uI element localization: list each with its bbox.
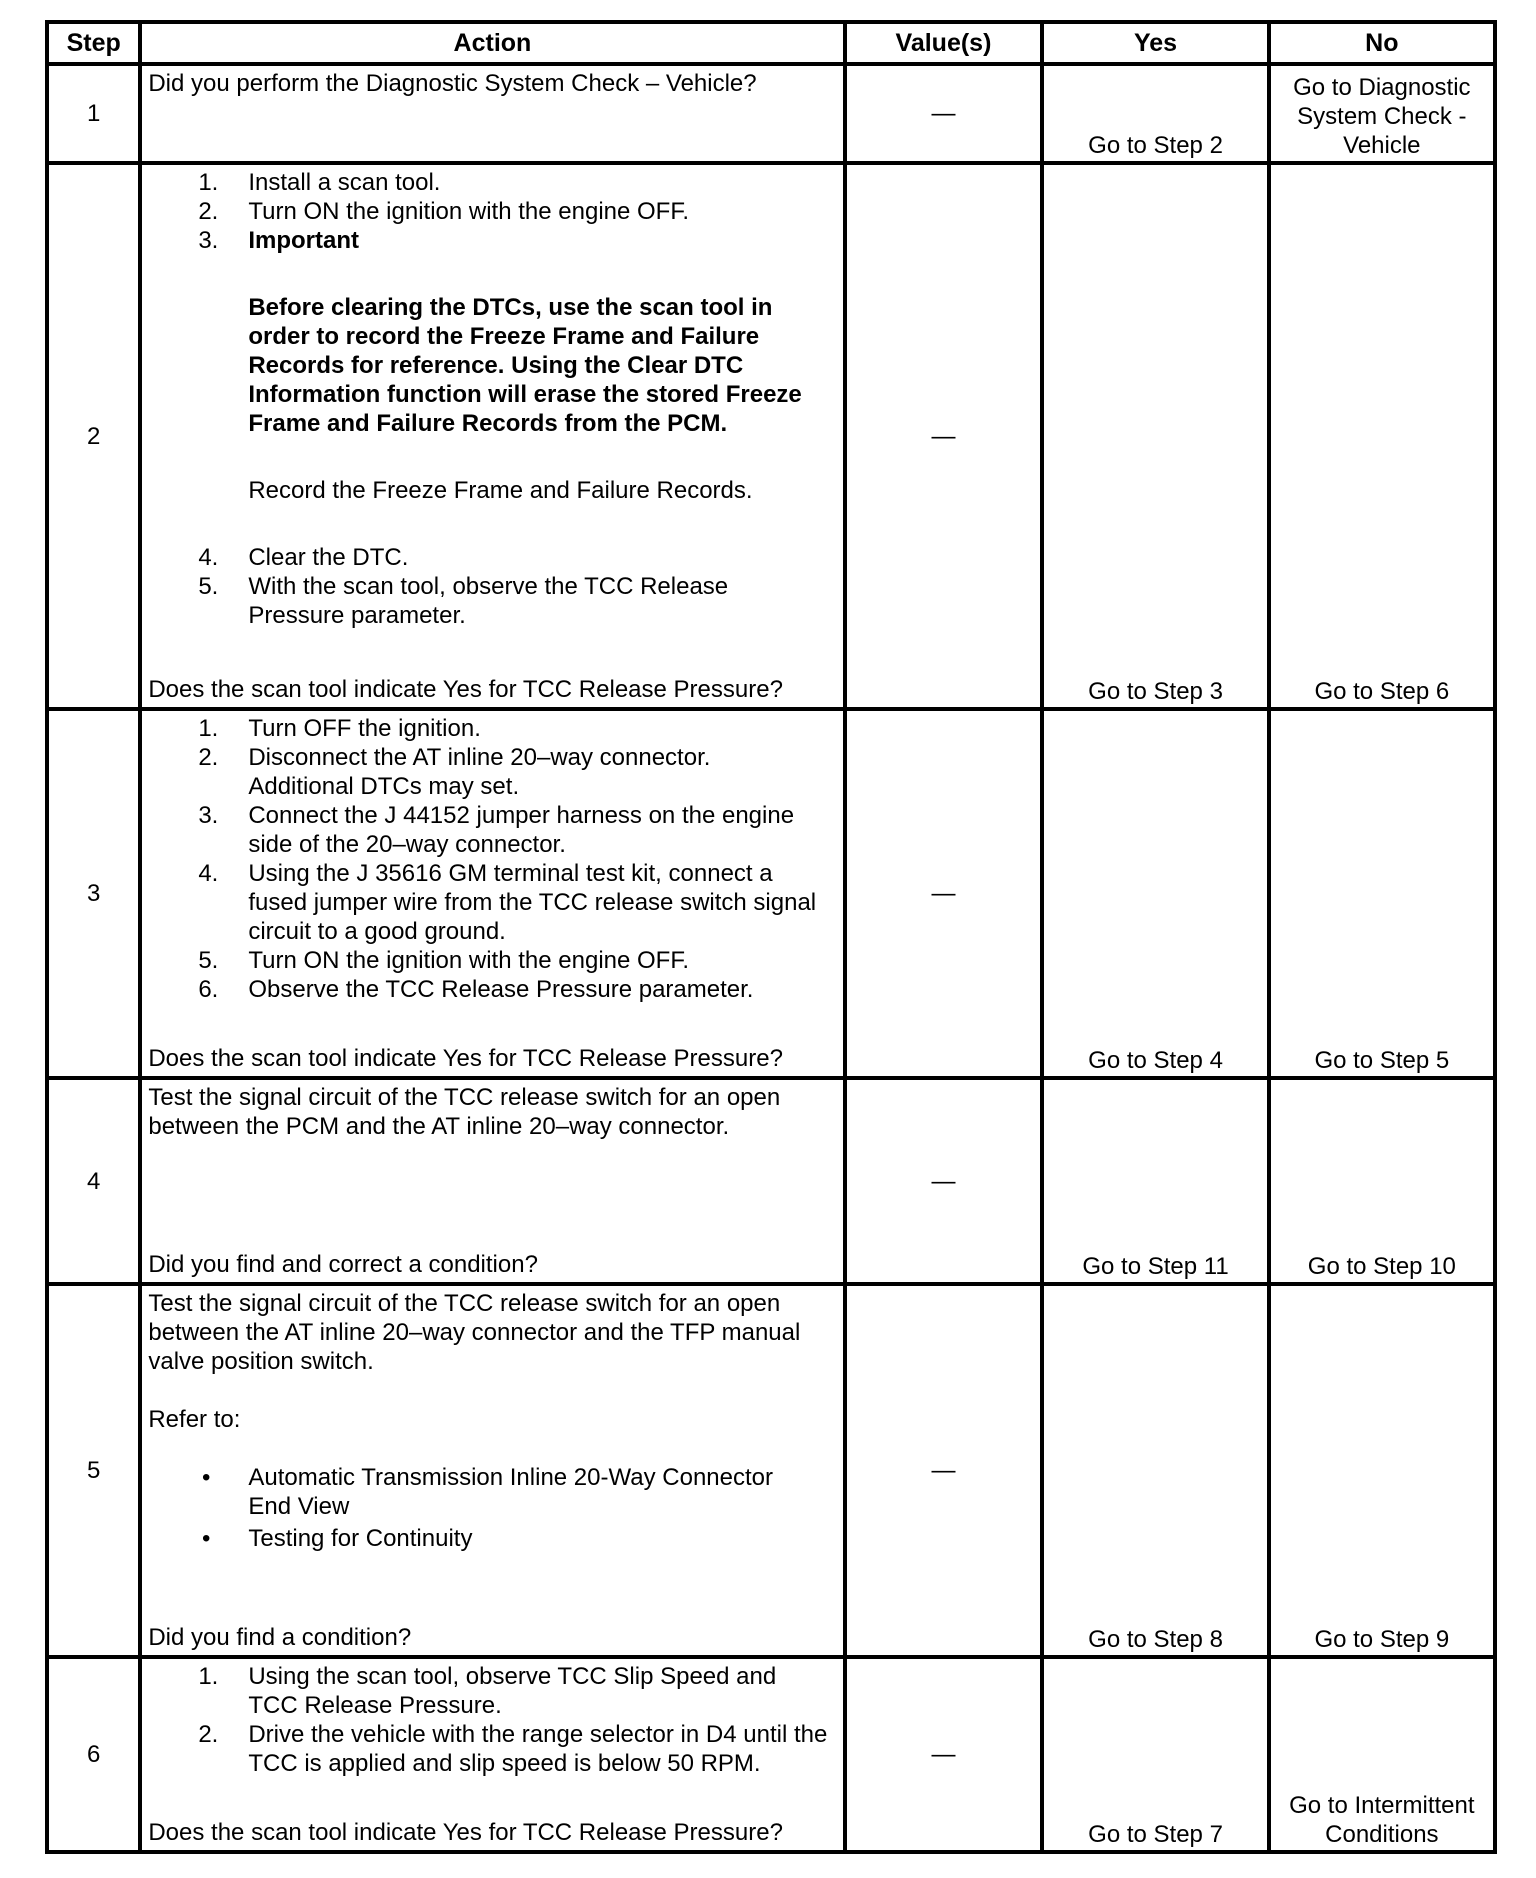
action-cell	[140, 163, 844, 709]
item-number: 6.	[198, 976, 219, 1003]
action-cell	[140, 1078, 844, 1284]
item-number: 1.	[198, 1663, 219, 1690]
yes-link[interactable]: Go to Step 7	[1042, 1657, 1268, 1852]
question-text: Does the scan tool indicate Yes for TCC Release Pressure?	[148, 676, 783, 703]
action-cell	[140, 64, 844, 163]
question-text: Does the scan tool indicate Yes for TCC Release Pressure?	[148, 1045, 783, 1072]
step-number: 6	[47, 1657, 140, 1852]
action-cell	[140, 1657, 844, 1852]
item-number: 5.	[198, 947, 219, 974]
item-text: Using the J 35616 GM terminal test kit, connect a fused jumper wire from the TCC release switch signal circuit to a good ground.	[248, 860, 817, 945]
item-text: Turn OFF the ignition.	[248, 715, 481, 742]
header-action: Action	[140, 22, 844, 64]
question-text: Did you find and correct a condition?	[148, 1251, 538, 1278]
action-cell	[140, 709, 844, 1078]
header-row	[47, 22, 1495, 64]
bullet-icon: •	[201, 1464, 211, 1491]
list-item	[148, 714, 836, 743]
header-value: Value(s)	[845, 22, 1043, 64]
table-row	[47, 1078, 1495, 1284]
no-link[interactable]: Go to Intermittent Conditions	[1269, 1657, 1495, 1852]
action-text: Did you perform the Diagnostic System Check – Vehicle?	[148, 70, 757, 97]
item-text: Drive the vehicle with the range selector in D4 until the TCC is applied and slip speed is below 50 RPM.	[248, 1721, 828, 1777]
item-text: Observe the TCC Release Pressure parameter.	[248, 976, 754, 1003]
record-note: Record the Freeze Frame and Failure Records.	[248, 477, 753, 504]
table-row	[47, 1657, 1495, 1852]
question-text: Does the scan tool indicate Yes for TCC Release Pressure?	[148, 1819, 783, 1846]
action-text: Test the signal circuit of the TCC release switch for an open between the PCM and the AT inline 20–way connector.	[148, 1084, 781, 1140]
list-item	[148, 743, 836, 801]
list-item	[148, 226, 836, 255]
question-text: Did you find a condition?	[148, 1624, 412, 1651]
no-link[interactable]: Go to Diagnostic System Check - Vehicle	[1269, 64, 1495, 163]
no-link[interactable]: Go to Step 10	[1269, 1078, 1495, 1284]
item-text: Install a scan tool.	[248, 169, 441, 196]
item-number: 3.	[198, 802, 219, 829]
yes-link[interactable]: Go to Step 11	[1042, 1078, 1268, 1284]
table-row	[47, 64, 1495, 163]
item-number: 1.	[198, 169, 219, 196]
header-yes: Yes	[1042, 22, 1268, 64]
header-no: No	[1269, 22, 1495, 64]
list-item	[148, 543, 836, 572]
item-number: 3.	[198, 227, 219, 254]
step-number: 3	[47, 709, 140, 1078]
diagnostic-table	[45, 20, 1497, 1854]
list-item	[148, 801, 836, 859]
value-cell: —	[845, 64, 1043, 163]
table-row	[47, 163, 1495, 709]
list-item	[148, 859, 836, 946]
yes-link[interactable]: Go to Step 8	[1042, 1284, 1268, 1657]
step-number: 1	[47, 64, 140, 163]
bullet-icon: •	[201, 1525, 211, 1552]
table-row	[47, 1284, 1495, 1657]
list-item	[148, 197, 836, 226]
header-step: Step	[47, 22, 140, 64]
value-cell: —	[845, 1284, 1043, 1657]
list-item	[148, 1463, 836, 1521]
list-item	[148, 946, 836, 975]
list-item	[148, 168, 836, 197]
step-number: 5	[47, 1284, 140, 1657]
list-item	[148, 975, 836, 1004]
reference-link[interactable]: Automatic Transmission Inline 20-Way Connector End View	[248, 1464, 774, 1520]
no-link[interactable]: Go to Step 6	[1269, 163, 1495, 709]
action-cell	[140, 1284, 844, 1657]
item-number: 4.	[198, 860, 219, 887]
item-text: With the scan tool, observe the TCC Release Pressure parameter.	[248, 573, 729, 629]
step-number: 4	[47, 1078, 140, 1284]
step-number: 2	[47, 163, 140, 709]
no-link[interactable]: Go to Step 9	[1269, 1284, 1495, 1657]
item-number: 4.	[198, 544, 219, 571]
item-text: Connect the J 44152 jumper harness on the engine side of the 20–way connector.	[248, 802, 795, 858]
yes-link[interactable]: Go to Step 3	[1042, 163, 1268, 709]
no-link[interactable]: Go to Step 5	[1269, 709, 1495, 1078]
yes-link[interactable]: Go to Step 2	[1042, 64, 1268, 163]
item-number: 1.	[198, 715, 219, 742]
item-text: Turn ON the ignition with the engine OFF.	[248, 198, 690, 225]
refer-label: Refer to:	[148, 1406, 241, 1433]
item-number: 2.	[198, 1721, 219, 1748]
item-text: Using the scan tool, observe TCC Slip Speed and TCC Release Pressure.	[248, 1663, 777, 1719]
table-row	[47, 709, 1495, 1078]
important-note: Before clearing the DTCs, use the scan tool in order to record the Freeze Frame and Failure Records for reference. Using the Clear DTC Information function will erase the stored Freeze Frame and Failure Records from the PCM.	[248, 294, 802, 437]
item-number: 2.	[198, 744, 219, 771]
important-heading: Important	[248, 227, 360, 254]
action-text: Test the signal circuit of the TCC release switch for an open between the AT inline 20–way connector and the TFP manual valve position switch.	[148, 1290, 801, 1375]
value-cell: —	[845, 163, 1043, 709]
list-item	[148, 1720, 836, 1778]
yes-link[interactable]: Go to Step 4	[1042, 709, 1268, 1078]
item-number: 2.	[198, 198, 219, 225]
item-number: 5.	[198, 573, 219, 600]
list-item	[148, 1524, 836, 1553]
item-text: Disconnect the AT inline 20–way connector. Additional DTCs may set.	[248, 744, 711, 800]
value-cell: —	[845, 1078, 1043, 1284]
item-text: Clear the DTC.	[248, 544, 409, 571]
list-item	[148, 572, 836, 630]
reference-link[interactable]: Testing for Continuity	[248, 1525, 473, 1552]
item-text: Turn ON the ignition with the engine OFF.	[248, 947, 690, 974]
list-item	[148, 1662, 836, 1720]
value-cell: —	[845, 1657, 1043, 1852]
value-cell: —	[845, 709, 1043, 1078]
